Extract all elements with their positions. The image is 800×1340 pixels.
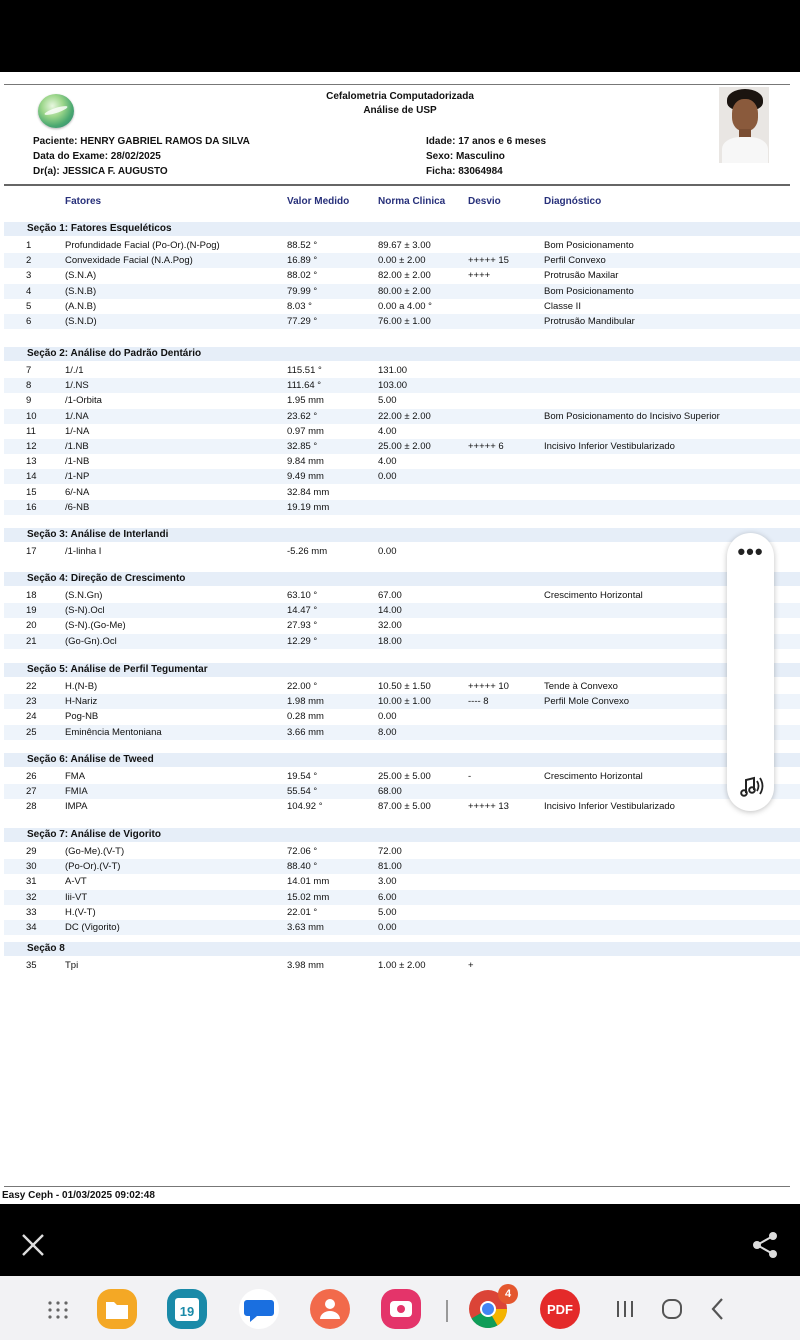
table-row [4, 378, 800, 393]
row-diagnosis: Bom Posicionamento do Incisivo Superior [544, 410, 720, 422]
row-measured-value: 88.02 ° [287, 270, 318, 282]
screen-recorder-app-icon[interactable] [380, 1288, 422, 1330]
row-factor: /1-linha I [65, 546, 102, 557]
row-measured-value: 3.63 mm [287, 922, 324, 933]
row-factor: (A.N.B) [65, 300, 97, 312]
apps-grid-icon[interactable] [37, 1288, 79, 1330]
calendar-day: 19 [179, 1304, 195, 1319]
row-measured-value: -5.26 mm [287, 546, 328, 557]
row-clinical-norm: 87.00 ± 5.00 [378, 801, 431, 813]
section-header [4, 828, 800, 842]
row-number: 3 [26, 270, 32, 282]
row-factor: H.(V-T) [65, 906, 96, 918]
row-factor: /1.NB [65, 441, 89, 452]
row-number: 8 [26, 380, 32, 392]
row-measured-value: 19.54 ° [287, 771, 318, 782]
pdf-app-icon[interactable] [539, 1288, 581, 1330]
row-measured-value: 55.54 ° [287, 786, 318, 798]
col-header-valor: Valor Medido [287, 196, 350, 207]
row-diagnosis: Crescimento Horizontal [544, 590, 643, 601]
row-measured-value: 79.99 ° [287, 285, 318, 297]
row-factor: (S.N.B) [65, 285, 97, 297]
row-number: 18 [26, 590, 37, 601]
row-clinical-norm: 4.00 [378, 425, 397, 437]
section-title: Seção 8 [27, 943, 65, 954]
row-factor: H-Nariz [65, 696, 98, 708]
table-row [4, 424, 800, 439]
patient-name: Paciente: HENRY GABRIEL RAMOS DA SILVA [33, 136, 250, 147]
row-deviation: +++++ 10 [468, 681, 509, 692]
contacts-app-icon[interactable] [309, 1288, 351, 1330]
top-rule [4, 84, 790, 85]
row-deviation: +++++ 13 [468, 801, 509, 813]
row-measured-value: 3.66 mm [287, 726, 324, 738]
row-number: 26 [26, 771, 37, 782]
row-clinical-norm: 72.00 [378, 846, 402, 857]
row-measured-value: 23.62 ° [287, 410, 318, 422]
section-title: Seção 2: Análise do Padrão Dentário [27, 348, 202, 359]
table-row [4, 363, 800, 378]
row-clinical-norm: 76.00 ± 1.00 [378, 316, 431, 327]
row-measured-value: 0.28 mm [287, 711, 324, 723]
row-measured-value: 3.98 mm [287, 960, 324, 971]
back-icon[interactable] [697, 1288, 739, 1330]
row-clinical-norm: 10.50 ± 1.50 [378, 681, 431, 692]
row-number: 20 [26, 620, 37, 632]
row-clinical-norm: 6.00 [378, 891, 397, 903]
table-row [4, 454, 800, 469]
viewer-bottom-bar [0, 1204, 800, 1276]
row-factor: IMPA [65, 801, 88, 813]
footer-rule [4, 1186, 790, 1187]
row-factor: FMA [65, 771, 86, 782]
table-row [4, 618, 800, 633]
row-diagnosis: Tende à Convexo [544, 681, 618, 692]
row-clinical-norm: 3.00 [378, 876, 397, 888]
row-clinical-norm: 68.00 [378, 786, 402, 798]
row-measured-value: 14.47 ° [287, 605, 318, 617]
report-subtitle: Análise de USP [363, 105, 437, 116]
section-header [4, 528, 800, 542]
table-row [4, 920, 800, 935]
table-row [4, 799, 800, 814]
table-row [4, 859, 800, 874]
doctor-name: Dr(a): JESSICA F. AUGUSTO [33, 166, 168, 177]
row-measured-value: 12.29 ° [287, 635, 318, 647]
col-header-norma: Norma Clinica [378, 196, 446, 207]
row-measured-value: 111.64 ° [287, 380, 322, 392]
row-diagnosis: Incisivo Inferior Vestibularizado [544, 441, 675, 452]
row-number: 19 [26, 605, 37, 617]
row-clinical-norm: 1.00 ± 2.00 [378, 960, 426, 971]
row-clinical-norm: 82.00 ± 2.00 [378, 270, 431, 282]
recent-apps-icon[interactable] [604, 1288, 646, 1330]
row-measured-value: 19.19 mm [287, 501, 330, 513]
pdf-document-page [0, 72, 800, 1204]
footer-text: Easy Ceph - 01/03/2025 09:02:48 [2, 1190, 155, 1201]
table-row [4, 958, 800, 973]
table-row [4, 268, 800, 283]
row-number: 25 [26, 726, 37, 738]
row-number: 31 [26, 876, 37, 888]
row-number: 10 [26, 410, 37, 422]
taskbar-divider [446, 1300, 448, 1322]
row-measured-value: 72.06 ° [287, 846, 318, 857]
row-clinical-norm: 5.00 [378, 395, 397, 407]
table-row [4, 439, 800, 454]
row-measured-value: 9.49 mm [287, 471, 324, 483]
row-clinical-norm: 0.00 [378, 546, 397, 557]
row-clinical-norm: 0.00 ± 2.00 [378, 255, 426, 267]
row-measured-value: 32.85 ° [287, 441, 318, 452]
pdf-label: PDF [547, 1302, 573, 1317]
record-number: Ficha: 83064984 [426, 166, 503, 177]
row-clinical-norm: 14.00 [378, 605, 402, 617]
section-title: Seção 6: Análise de Tweed [27, 754, 154, 765]
row-number: 21 [26, 635, 37, 647]
section-header [4, 347, 800, 361]
row-number: 30 [26, 861, 37, 873]
row-number: 23 [26, 696, 37, 708]
more-options-icon[interactable]: ••• [737, 539, 764, 564]
row-number: 16 [26, 501, 37, 513]
row-clinical-norm: 0.00 [378, 711, 397, 723]
col-header-diagnostico: Diagnóstico [544, 196, 602, 207]
section-header [4, 753, 800, 767]
section-header [4, 942, 800, 956]
row-factor: (Go-Gn).Ocl [65, 635, 117, 647]
table-row [4, 469, 800, 484]
read-aloud-icon[interactable] [736, 771, 766, 801]
row-factor: 1/.NA [65, 410, 89, 422]
row-clinical-norm: 0.00 [378, 471, 397, 483]
row-number: 11 [26, 425, 36, 437]
row-factor: /1-Orbita [65, 395, 102, 407]
row-clinical-norm: 80.00 ± 2.00 [378, 285, 431, 297]
row-deviation: +++++ 15 [468, 255, 509, 267]
table-row [4, 299, 800, 314]
row-measured-value: 9.84 mm [287, 456, 324, 468]
table-row [4, 253, 800, 268]
table-row [4, 544, 800, 559]
row-clinical-norm: 89.67 ± 3.00 [378, 240, 431, 251]
row-factor: FMIA [65, 786, 88, 798]
row-factor: (Po-Or).(V-T) [65, 861, 121, 873]
row-clinical-norm: 32.00 [378, 620, 402, 632]
row-clinical-norm: 25.00 ± 5.00 [378, 771, 431, 782]
row-clinical-norm: 103.00 [378, 380, 408, 392]
row-factor: Iii-VT [65, 891, 88, 903]
row-clinical-norm: 18.00 [378, 635, 402, 647]
row-clinical-norm: 131.00 [378, 365, 408, 376]
row-diagnosis: Crescimento Horizontal [544, 771, 643, 782]
exam-date: Data do Exame: 28/02/2025 [33, 151, 161, 162]
row-number: 27 [26, 786, 37, 798]
table-row [4, 284, 800, 299]
row-measured-value: 8.03 ° [287, 300, 312, 312]
table-row [4, 844, 800, 859]
row-factor: (S-N).Ocl [65, 605, 105, 617]
row-factor: (S.N.A) [65, 270, 97, 282]
status-bar [0, 0, 800, 72]
table-row [4, 784, 800, 799]
row-clinical-norm: 22.00 ± 2.00 [378, 410, 431, 422]
row-factor: 1/./1 [65, 365, 84, 376]
header-rule [4, 184, 790, 186]
section-header [4, 222, 800, 236]
row-deviation: ++++ [468, 270, 491, 282]
row-clinical-norm: 0.00 [378, 922, 397, 933]
row-measured-value: 1.98 mm [287, 696, 324, 708]
row-number: 7 [26, 365, 32, 376]
row-number: 13 [26, 456, 37, 468]
table-row [4, 393, 800, 408]
row-number: 33 [26, 906, 37, 918]
row-factor: Eminência Mentoniana [65, 726, 162, 738]
row-diagnosis: Incisivo Inferior Vestibularizado [544, 801, 675, 813]
row-diagnosis: Classe II [544, 300, 581, 312]
row-diagnosis: Perfil Mole Convexo [544, 696, 630, 708]
table-row [4, 409, 800, 424]
row-measured-value: 115.51 ° [287, 365, 322, 376]
row-clinical-norm: 67.00 [378, 590, 402, 601]
report-title: Cefalometria Computadorizada [326, 91, 474, 102]
row-number: 35 [26, 960, 37, 971]
row-clinical-norm: 81.00 [378, 861, 402, 873]
row-number: 15 [26, 486, 37, 498]
col-header-desvio: Desvio [468, 196, 501, 207]
row-measured-value: 22.00 ° [287, 681, 318, 692]
row-measured-value: 88.52 ° [287, 240, 318, 251]
table-row [4, 694, 800, 709]
row-number: 5 [26, 300, 32, 312]
row-clinical-norm: 8.00 [378, 726, 397, 738]
row-measured-value: 15.02 mm [287, 891, 330, 903]
share-icon[interactable] [750, 1230, 780, 1260]
col-header-fatores: Fatores [65, 196, 102, 207]
table-row [4, 874, 800, 889]
row-measured-value: 22.01 ° [287, 906, 318, 918]
row-number: 14 [26, 471, 37, 483]
row-factor: /6-NB [65, 501, 90, 513]
row-factor: 1/-NA [65, 425, 90, 437]
row-number: 24 [26, 711, 37, 723]
row-measured-value: 1.95 mm [287, 395, 324, 407]
row-factor: /1-NP [65, 471, 90, 483]
row-factor: Convexidade Facial (N.A.Pog) [65, 255, 193, 267]
row-factor: H.(N-B) [65, 681, 98, 692]
row-number: 22 [26, 681, 37, 692]
notification-badge: 4 [498, 1284, 518, 1304]
row-factor: 6/-NA [65, 486, 90, 498]
table-row [4, 485, 800, 500]
row-factor: Pog-NB [65, 711, 99, 723]
floating-tools-panel [727, 533, 774, 811]
row-number: 4 [26, 285, 32, 297]
row-measured-value: 14.01 mm [287, 876, 330, 888]
row-factor: /1-NB [65, 456, 90, 468]
row-deviation: + [468, 960, 474, 971]
table-row [4, 314, 800, 329]
table-row [4, 725, 800, 740]
row-deviation: - [468, 771, 472, 782]
table-row [4, 588, 800, 603]
table-row [4, 634, 800, 649]
section-title: Seção 3: Análise de Interlandi [27, 529, 169, 540]
section-header [4, 663, 800, 677]
row-factor: (S.N.Gn) [65, 590, 103, 601]
android-taskbar [0, 1276, 800, 1340]
row-measured-value: 63.10 ° [287, 590, 318, 601]
table-row [4, 709, 800, 724]
row-number: 34 [26, 922, 37, 933]
row-number: 32 [26, 891, 37, 903]
row-factor: Profundidade Facial (Po-Or).(N-Pog) [65, 240, 220, 251]
patient-sex: Sexo: Masculino [426, 151, 505, 162]
patient-photo [719, 87, 769, 163]
row-clinical-norm: 10.00 ± 1.00 [378, 696, 431, 708]
row-number: 17 [26, 546, 37, 557]
table-row [4, 679, 800, 694]
row-deviation: ---- 8 [468, 696, 489, 708]
row-diagnosis: Protrusão Maxilar [544, 270, 619, 282]
row-diagnosis: Perfil Convexo [544, 255, 606, 267]
section-title: Seção 1: Fatores Esqueléticos [27, 223, 172, 234]
row-clinical-norm: 5.00 [378, 906, 397, 918]
close-icon[interactable] [20, 1232, 46, 1258]
row-factor: (S-N).(Go-Me) [65, 620, 126, 632]
row-number: 12 [26, 441, 37, 452]
table-row [4, 890, 800, 905]
row-diagnosis: Bom Posicionamento [544, 285, 634, 297]
home-icon[interactable] [651, 1288, 693, 1330]
section-title: Seção 7: Análise de Vigorito [27, 829, 161, 840]
section-title: Seção 5: Análise de Perfil Tegumentar [27, 664, 208, 675]
row-number: 29 [26, 846, 37, 857]
section-title: Seção 4: Direção de Crescimento [27, 573, 186, 584]
row-measured-value: 104.92 ° [287, 801, 323, 813]
patient-age: Idade: 17 anos e 6 meses [426, 136, 547, 147]
row-measured-value: 0.97 mm [287, 425, 324, 437]
section-header [4, 572, 800, 586]
row-measured-value: 32.84 mm [287, 486, 330, 498]
row-number: 9 [26, 395, 32, 407]
table-row [4, 500, 800, 515]
table-row [4, 769, 800, 784]
messages-app-icon[interactable] [238, 1288, 280, 1330]
row-clinical-norm: 25.00 ± 2.00 [378, 441, 431, 452]
row-measured-value: 27.93 ° [287, 620, 318, 632]
row-factor: A-VT [65, 876, 87, 888]
table-row [4, 603, 800, 618]
row-diagnosis: Protrusão Mandibular [544, 316, 635, 327]
table-row [4, 905, 800, 920]
row-factor: (Go-Me).(V-T) [65, 846, 125, 857]
row-clinical-norm: 0.00 a 4.00 ° [378, 300, 432, 312]
row-factor: 1/.NS [65, 380, 89, 392]
row-diagnosis: Bom Posicionamento [544, 240, 634, 251]
row-number: 28 [26, 801, 37, 813]
row-measured-value: 88.40 ° [287, 861, 318, 873]
table-row [4, 238, 800, 253]
row-number: 6 [26, 316, 32, 327]
row-factor: Tpi [65, 960, 79, 971]
my-files-app-icon[interactable] [96, 1288, 138, 1330]
row-measured-value: 77.29 ° [287, 316, 318, 327]
row-deviation: +++++ 6 [468, 441, 504, 452]
row-number: 2 [26, 255, 32, 267]
row-factor: (S.N.D) [65, 316, 97, 327]
row-measured-value: 16.89 ° [287, 255, 318, 267]
row-clinical-norm: 4.00 [378, 456, 397, 468]
calendar-app-icon[interactable] [166, 1288, 208, 1330]
row-factor: DC (Vigorito) [65, 922, 120, 933]
row-number: 1 [26, 240, 32, 251]
